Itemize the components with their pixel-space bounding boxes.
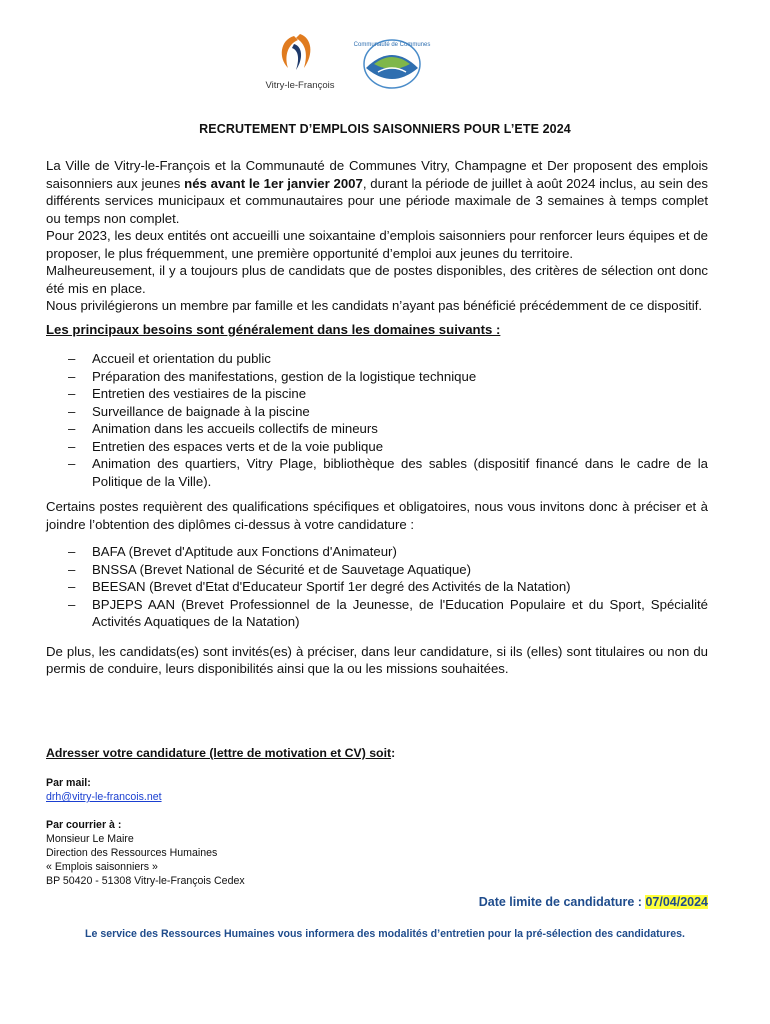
contact-heading: Adresser votre candidature (lettre de motivation et CV) soit: [46, 746, 396, 760]
intro-paragraph-2: Pour 2023, les deux entités ont accueilli une soixantaine d’emplois saisonniers pour renforcer leurs équipes et de proposer, le plus fréquemment, une première opportunité d’emploi aux jeunes du territoire. [46, 228, 708, 261]
list-item: – BPJEPS AAN (Brevet Professionnel de la Jeunesse, de l'Education Populaire et du Sport, Spécialité Activités Aquatiques de la Natation) [46, 596, 708, 631]
address-line: Direction des Ressources Humaines [46, 847, 218, 859]
footer-note: Le service des Ressources Humaines vous informera des modalités d’entretien pour la pré-sélection des candidatures. [85, 928, 685, 940]
document-title: RECRUTEMENT D’EMPLOIS SAISONNIERS POUR L’ETE 2024 [199, 122, 571, 136]
contact-section [46, 746, 708, 888]
list-item: – Surveillance de baignade à la piscine [46, 403, 708, 421]
communaute-logo-text: Communauté de Communes [353, 42, 431, 48]
mail-label: Par mail: [46, 777, 91, 789]
deadline-date: 07/04/2024 [645, 895, 708, 909]
list-item: – Animation des quartiers, Vitry Plage, bibliothèque des sables (dispositif financé dans le cadre de la Politique de la Ville). [46, 455, 708, 490]
intro-paragraph-3: Malheureusement, il y a toujours plus de candidats que de postes disponibles, des critères de sélection ont donc été mis en place. [46, 263, 708, 296]
email-link[interactable]: drh@vitry-le-francois.net [46, 791, 162, 803]
list-item: – Entretien des espaces verts et de la voie publique [46, 438, 708, 456]
qualifications-intro: Certains postes requièrent des qualifications spécifiques et obligatoires, nous vous invitons donc à préciser et à joindre l’obtention des diplômes ci-dessus à votre candidature : [46, 499, 708, 532]
list-item: – Préparation des manifestations, gestion de la logistique technique [46, 368, 708, 386]
address-line: « Emplois saisonniers » [46, 861, 158, 873]
extra-paragraph: De plus, les candidats(es) sont invités(es) à préciser, dans leur candidature, si ils (elles) sont titulaires ou non du permis de conduire, leurs disponibilités ainsi que la ou les missions souhaitées. [46, 643, 708, 676]
vitry-logo-text: Vitry-le-François [265, 80, 335, 91]
domains-heading: Les principaux besoins sont généralement dans les domaines suivants : [46, 321, 501, 337]
list-item: – BEESAN (Brevet d'Etat d'Educateur Sportif 1er degré des Activités de la Natation) [46, 578, 708, 596]
address-line: BP 50420 - 51308 Vitry-le-François Cedex [46, 875, 245, 887]
intro-paragraph-1: La Ville de Vitry-le-François et la Communauté de Communes Vitry, Champagne et Der proposent des emplois saisonniers aux jeunes nés avant le 1er janvier 2007, durant la période de juillet à août 2024 inclus, au sein des différents services municipaux et communautaires pour une période maximale de 3 semaines à temps complet ou temps non complet. [46, 158, 709, 226]
domains-list [46, 350, 708, 490]
header-logos [0, 28, 770, 96]
post-label: Par courrier à : [46, 819, 122, 831]
list-item: – Accueil et orientation du public [46, 350, 708, 368]
list-item: – BAFA (Brevet d'Aptitude aux Fonctions d'Animateur) [46, 543, 708, 561]
intro-paragraph-4: Nous privilégierons un membre par famille et les candidats n’ayant pas bénéficié précédemment de ce dispositif. [46, 298, 703, 313]
birth-date-condition: nés avant le 1er janvier 2007 [184, 175, 363, 191]
list-item: – BNSSA (Brevet National de Sécurité et de Sauvetage Aquatique) [46, 561, 708, 579]
deadline: Date limite de candidature : 07/04/2024 [478, 895, 708, 909]
list-item: – Animation dans les accueils collectifs de mineurs [46, 420, 708, 438]
list-item: – Entretien des vestiaires de la piscine [46, 385, 708, 403]
vitry-logo [250, 28, 350, 94]
communaute-logo [353, 34, 431, 96]
document-body [46, 157, 708, 678]
address-line: Monsieur Le Maire [46, 833, 134, 845]
qualifications-list [46, 543, 708, 631]
